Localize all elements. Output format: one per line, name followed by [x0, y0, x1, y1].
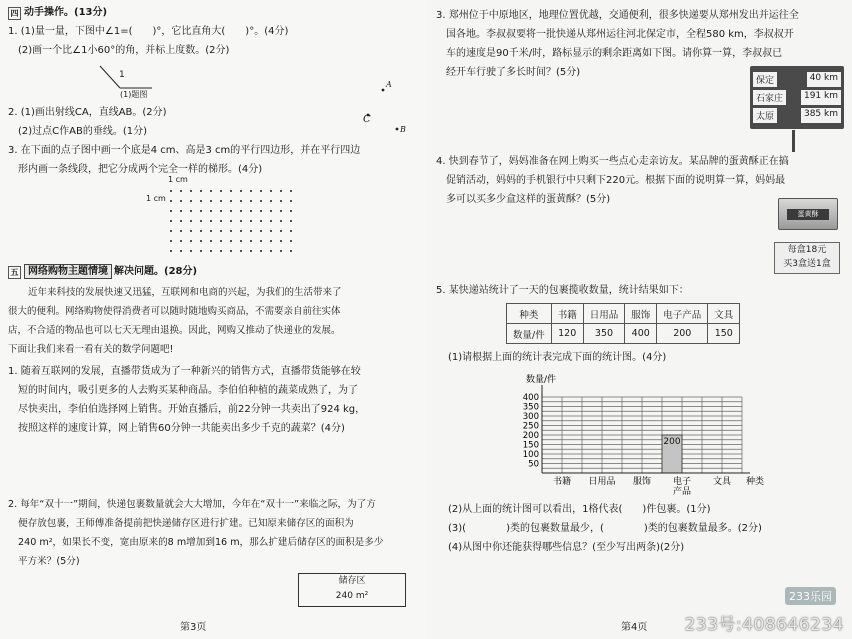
problem-line: 按照这样的速度计算，网上销售60分钟一共能卖出多少千克的蔬菜？(4分) [18, 423, 345, 434]
problem-line: 促销活动，妈妈的手机银行中只剩下220元。根据下面的说明算一算，妈妈最 [446, 175, 786, 186]
storage-box-title: 储存区 [338, 576, 366, 586]
x-axis-label: 种类 [746, 477, 765, 487]
category-label: 产品 [672, 487, 692, 497]
table-header-cell: 数量/件 [507, 324, 552, 344]
question-line: 1. (1)量一量，下图中∠1=( )°，它比直角大( )°。(4分) [8, 26, 289, 37]
problem-5-q2: (2)从上面的统计图可以看出，1格代表( )件包裹。(1分) [448, 504, 711, 515]
table-header-cell: 种类 [507, 304, 552, 324]
sign-distance: 385 km [801, 108, 841, 123]
problem-line: 短的时间内，吸引更多的人去购买某种商品。李伯伯种植的蔬菜成熟了，为了 [18, 385, 358, 396]
sign-distance: 40 km [807, 72, 841, 87]
page-number: 第3页 [180, 622, 207, 633]
sign-row [753, 108, 841, 123]
table-cell: 150 [708, 324, 740, 344]
question-2 [8, 103, 167, 141]
dot-grid-scale-v: 1 cm [146, 194, 166, 203]
question-line: 3. 在下面的点子图中画一个底是4 cm、高是3 cm的平行四边形，并在平行四边 [8, 145, 361, 156]
promo-label [774, 242, 840, 274]
y-tick-label: 150 [522, 440, 539, 451]
point-b [396, 128, 399, 131]
category-label: 电子 [672, 477, 692, 487]
pastry-box-illustration [778, 198, 838, 230]
intro-line: 店，不合适的物品也可以七天无理由退换。因此，网购又推动了快递业的发展。 [8, 325, 341, 336]
problem-line: 国各地。李叔叔要将一批快递从郑州运往河北保定市，全程580 km，李叔叔开 [446, 29, 794, 40]
y-axis-label: 数量/件 [526, 375, 557, 385]
storage-box-area: 240 m² [335, 591, 369, 601]
angle-ray-1 [100, 66, 120, 88]
point-a-label: A [386, 80, 392, 89]
section-title: 动手操作。(13分) [24, 7, 108, 18]
y-tick-label: 350 [522, 402, 539, 413]
category-label: 日用品 [588, 477, 616, 487]
storage-area-box [298, 573, 406, 607]
problem-line: 4. 快到春节了，妈妈准备在网上购买一些点心走亲访友。某品牌的蛋黄酥正在搞 [436, 156, 789, 167]
table-cell: 电子产品 [657, 304, 708, 324]
figure-caption: (1)题图 [120, 90, 148, 99]
point-a [382, 89, 385, 92]
theme-tag: 网络购物主题情境 [24, 264, 112, 279]
y-tick-label: 300 [522, 412, 539, 422]
road-sign [750, 66, 844, 129]
sign-row [753, 72, 841, 87]
intro-line: 很大的便利。网络购物使得消费者可以随时随地购买商品，不需要亲自前往实体 [8, 306, 341, 317]
intro-line: 近年来科技的发展快速又迅猛，互联网和电商的兴起，为我们的生活带来了 [28, 287, 342, 298]
section-number-icon: 四 [8, 7, 21, 20]
watermark-logo: 233乐园 [785, 587, 836, 605]
problem-5-q4: (4)从图中你还能获得哪些信息？(至少写出两条)(2分) [448, 542, 685, 553]
category-label: 书籍 [552, 477, 572, 487]
y-tick-label: 200 [522, 431, 539, 441]
table-cell: 文具 [708, 304, 740, 324]
problem-2 [8, 495, 383, 571]
table-cell: 服饰 [625, 304, 657, 324]
problem-line: 经开车行驶了多长时间？(5分) [446, 67, 581, 78]
problem-line: 便存放包裹，王师傅准备提前把快递储存区进行扩建。已知原来储存区的面积为 [18, 518, 354, 529]
question-line: (2)过点C作AB的垂线。(1分) [18, 126, 148, 137]
bar-data-label: 200 [663, 437, 681, 447]
y-tick-label: 400 [522, 393, 539, 403]
sign-row [753, 90, 841, 105]
sign-distance: 191 km [801, 90, 841, 105]
problem-line: 2. 每年“双十一”期间，快递包裹数量就会大大增加，今年在“双十一”来临之际，为了方 [8, 499, 376, 510]
promo-offer: 买3盒送1盒 [783, 259, 831, 269]
problem-line: 240 m²，如果长不变，宽由原来的8 m增加到16 m，那么扩建后储存区的面积是多少 [18, 537, 384, 548]
point-b-label: B [400, 125, 406, 134]
point-c-label: C [363, 114, 371, 125]
problem-5-q1: (1)请根据上面的统计表完成下面的统计图。(4分) [448, 352, 667, 363]
box-label: 蛋黄酥 [787, 209, 829, 220]
problem-line: 3. 郑州位于中原地区，地理位置优越，交通便利，很多快递要从郑州发出并运往全 [436, 10, 799, 21]
table-cell: 400 [625, 324, 657, 344]
table-cell: 120 [551, 324, 583, 344]
sign-city: 保定 [753, 72, 777, 87]
intro-paragraph [8, 283, 420, 359]
question-3 [8, 141, 360, 179]
table-cell: 书籍 [551, 304, 583, 324]
sign-city: 石家庄 [753, 90, 786, 105]
problem-line: 多可以买多少盒这样的蛋黄酥？(5分) [446, 194, 611, 205]
question-line: (2)画一个比∠1小60°的角，并标上度数。(2分) [18, 45, 230, 56]
section-title: 解决问题。(28分) [114, 266, 198, 277]
table-cell: 200 [657, 324, 708, 344]
category-label: 文具 [712, 477, 732, 487]
intro-line: 下面让我们来看一看有关的数学问题吧! [8, 344, 174, 355]
problem-5-intro: 5. 某快递站统计了一天的包裹揽收数量，统计结果如下： [436, 285, 689, 296]
problem-line: 车的速度是90千米/时，路标显示的剩余距离如下图。请你算一算，李叔叔已 [446, 48, 783, 59]
y-tick-label: 100 [522, 450, 539, 460]
problem-5-q3: (3)( )类的包裹数量最少，( )类的包裹数量最多。(2分) [448, 523, 762, 534]
problem-line: 尽快卖出，李伯伯选择网上销售。开始直播后，前22分钟一共卖出了924 kg， [18, 404, 366, 415]
watermark-text: 233号:408646234 [684, 615, 844, 635]
category-label: 服饰 [632, 477, 652, 487]
angle-label: 1 [119, 70, 125, 80]
page-number: 第4页 [621, 622, 648, 633]
problem-line: 1. 随着互联网的发展，直播带货成为了一种新兴的销售方式，直播带货能够在较 [8, 366, 361, 377]
table-cell: 日用品 [583, 304, 625, 324]
y-tick-label: 50 [528, 459, 539, 470]
sign-city: 太原 [753, 108, 777, 123]
promo-price: 每盒18元 [787, 245, 827, 255]
y-tick-label: 250 [522, 421, 539, 432]
question-line: 形内画一条线段，把它分成两个完全一样的梯形。(4分) [18, 164, 263, 175]
sign-pole [792, 130, 795, 152]
table-cell: 350 [583, 324, 625, 344]
dot-grid-scale-h: 1 cm [168, 175, 188, 184]
section-number-icon: 五 [8, 266, 21, 279]
section-5-header [8, 262, 197, 281]
problem-line: 平方米？(5分) [18, 556, 80, 567]
problem-1 [8, 362, 365, 438]
question-line: 2. (1)画出射线CA，直线AB。(2分) [8, 107, 167, 118]
